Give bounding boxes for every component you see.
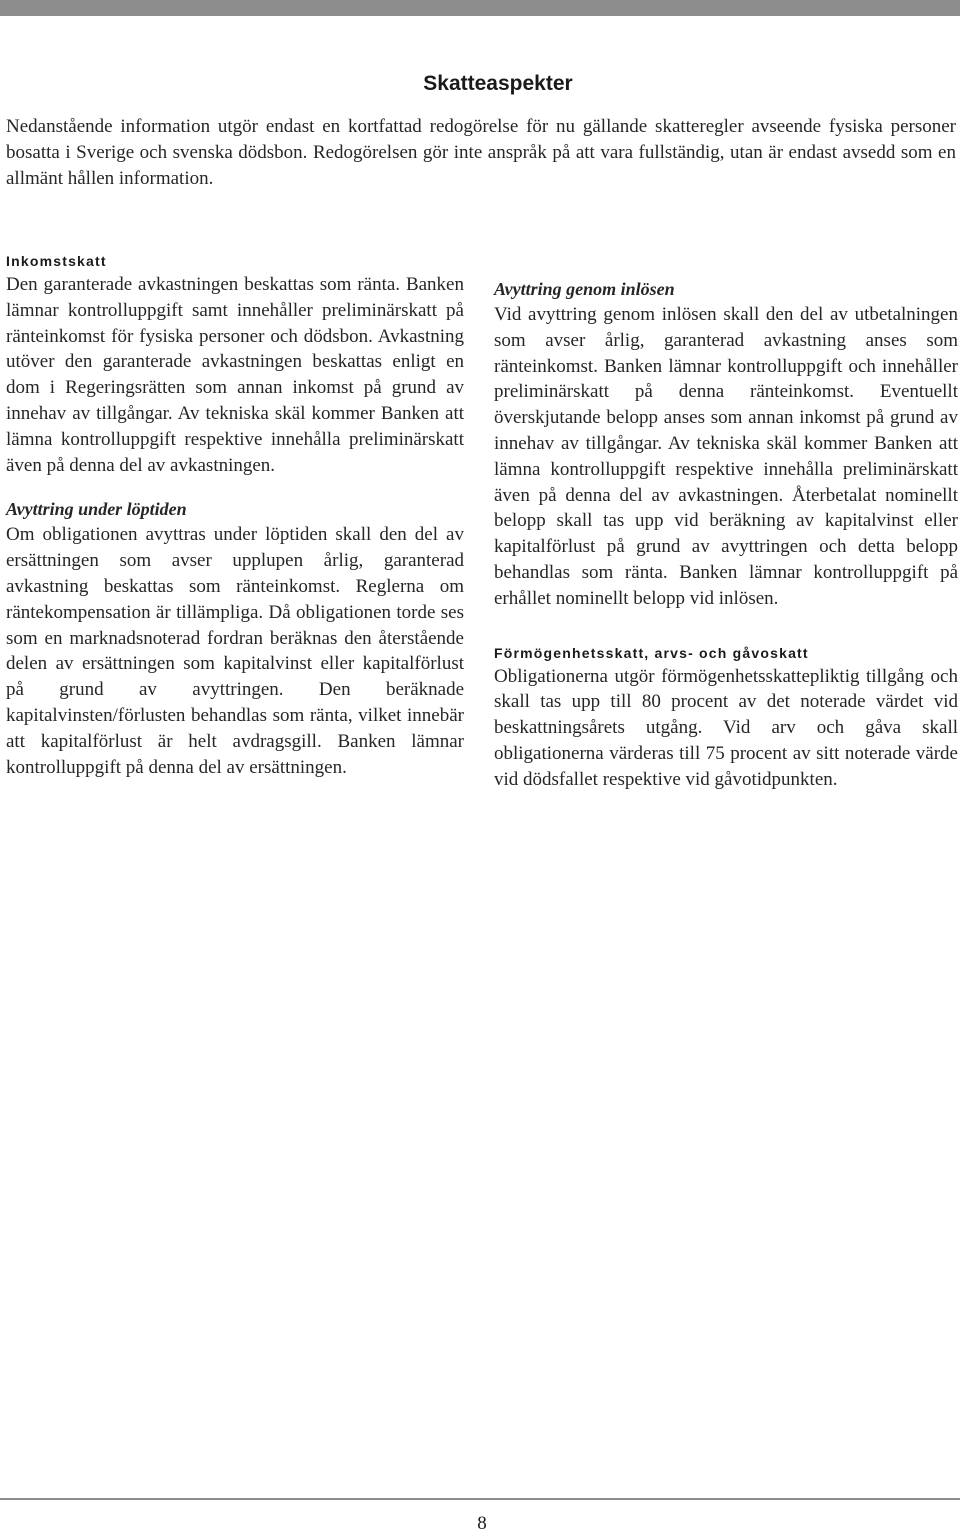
income-tax-paragraph: Den garanterade avkastningen beskattas som ränta. Banken lämnar kontrolluppgift samt innehåller preliminärskatt på ränteinkomst för fysiska personer och dödsbon. Avkastning utöver den garanterade avkastningen beskattas enligt en dom i Regeringsrätten som annan inkomst på grund av innehav av tillgångar. Av tekniska skäl kommer Banken att lämna kontrolluppgift respektive innehålla preliminärskatt även på denna del av avkastningen. <box>6 274 464 476</box>
sale-during-term-paragraph: Om obligationen avyttras under löptiden skall den del av ersättningen som avser upplupen årlig, garanterad avkastning beskattas som ränteinkomst. Reglerna om räntekompensation är tillämpliga. Då obligationen torde ses som en marknadsnoterad fordran beräknas den återstående delen av ersättningen som kapitalvinst eller kapitalförlust på grund av avyttringen. Den beräknade kapitalvinsten/förlusten behandlas som ränta, vilket innebär att kapitalförlust är helt avdragsgill. Banken lämnar kontrolluppgift på denna del av ersättningen. <box>6 524 464 778</box>
top-rule <box>0 0 960 16</box>
left-column <box>6 250 464 780</box>
intro-paragraph: Nedanstående information utgör endast en kortfattad redogörelse för nu gällande skatteregler avseende fysiska personer bosatta i Sverige och svenska dödsbon. Redogörelsen gör inte anspråk på att vara fullständig, utan är endast avsedd som en allmänt hållen information. <box>6 116 956 189</box>
bottom-rule <box>0 1498 960 1500</box>
sale-during-term-heading: Avyttring under löptiden <box>6 499 187 520</box>
wealth-tax-heading: Förmögenhetsskatt, arvs- och gåvoskatt <box>494 644 809 661</box>
redemption-paragraph: Vid avyttring genom inlösen skall den del av utbetalningen som avser årlig, garanterad avkastning anses som ränteinkomst. Banken lämnar kontrolluppgift och innehåller preliminärskatt på denna ränteinkomst. Eventuellt överskjutande belopp anses som annan inkomst på grund av innehav av tillgångar. Av tekniska skäl kommer Banken att lämna kontrolluppgift respektive innehålla preliminärskatt även på denna del av avkastningen. Återbetalat nominellt belopp skall tas upp vid beräkning av kapitalvinst eller kapitalförlust på grund av avyttringen och detta belopp behandlas som ränta. Banken lämnar kontrolluppgift på erhållet nominellt belopp vid inlösen. <box>494 304 958 609</box>
redemption-heading: Avyttring genom inlösen <box>494 279 675 299</box>
right-column <box>494 276 958 793</box>
page-title: Skatteaspekter <box>423 72 573 95</box>
wealth-tax-paragraph: Obligationerna utgör förmögenhetsskattepliktig tillgång och skall tas upp till 80 procent av det noterade värdet vid beskattningsårets utgång. Vid arv och gåva skall obligationerna värderas till 75 procent av sitt noterade värde vid dödsfallet respektive vid gåvotidpunkten. <box>494 665 958 790</box>
page-number: 8 <box>477 1513 487 1534</box>
income-tax-heading: Inkomstskatt <box>6 253 107 269</box>
